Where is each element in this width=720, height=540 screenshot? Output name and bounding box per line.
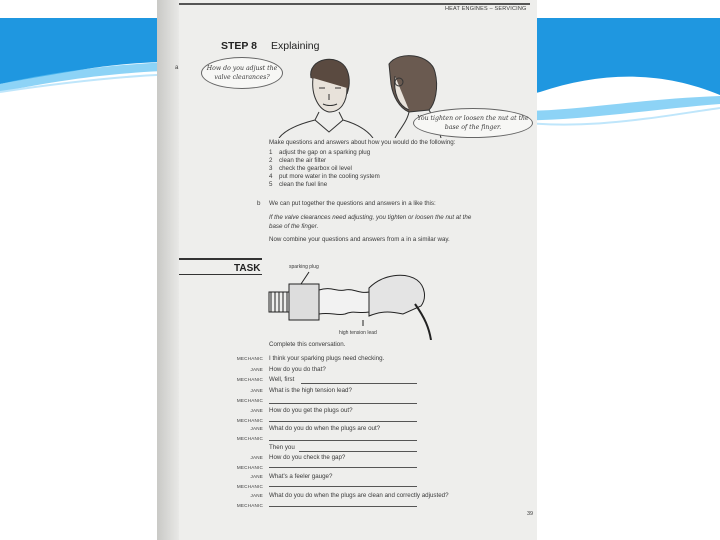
part-b-example-line-1: If the valve clearances need adjusting, you tighten or loosen the nut at the bbox=[269, 214, 472, 221]
task-instruction: Complete this conversation. bbox=[269, 341, 346, 348]
speaker: MECHANIC bbox=[236, 398, 263, 403]
speaker: MECHANIC bbox=[236, 465, 263, 470]
part-a-label: a bbox=[175, 65, 179, 71]
part-b-label: b bbox=[257, 200, 261, 207]
part-b-combine: Now combine your questions and answers from a in a similar way. bbox=[269, 236, 450, 243]
man-left-sketch bbox=[279, 59, 373, 138]
part-b-text: We can put together the questions and answers in a like this: bbox=[269, 200, 436, 207]
dialogue-line: How do you get the plugs out? bbox=[269, 407, 353, 414]
answer-blank[interactable] bbox=[269, 440, 417, 441]
list-item: put more water in the cooling system bbox=[279, 173, 380, 180]
speaker: JANE bbox=[250, 388, 263, 393]
page-content bbox=[175, 0, 537, 540]
step-number: STEP 8 bbox=[221, 40, 257, 52]
high-tension-lead-boot bbox=[369, 275, 424, 316]
list-item: check the gearbox oil level bbox=[279, 165, 352, 172]
speaker: MECHANIC bbox=[236, 418, 263, 423]
list-item-number: 4 bbox=[269, 173, 273, 180]
dialogue-line: What is the high tension lead? bbox=[269, 387, 352, 394]
dialogue-line: Well, first bbox=[269, 376, 295, 383]
dialogue-line: What's a feeler gauge? bbox=[269, 473, 333, 480]
speaker: MECHANIC bbox=[236, 356, 263, 361]
answer-blank[interactable] bbox=[269, 403, 417, 404]
task-rule-bottom bbox=[179, 274, 262, 275]
task-rule-top bbox=[179, 258, 262, 260]
part-b-example-line-2: base of the finger. bbox=[269, 223, 319, 230]
scanned-textbook-page bbox=[157, 0, 537, 540]
list-item: adjust the gap on a sparking plug bbox=[279, 149, 371, 156]
speech-bubble-answer: You tighten or loosen the nut at the base of the finger. bbox=[413, 108, 533, 138]
label-sparking-plug: sparking plug bbox=[289, 264, 319, 270]
answer-blank[interactable] bbox=[301, 383, 417, 384]
task-title: TASK bbox=[234, 263, 261, 274]
answer-blank[interactable] bbox=[269, 506, 417, 507]
dialogue-line: What do you do when the plugs are out? bbox=[269, 425, 381, 432]
dialogue-line: How do you check the gap? bbox=[269, 454, 346, 461]
book-gutter bbox=[157, 0, 179, 540]
speech-bubble-question: How do you adjust the valve clearances? bbox=[201, 57, 283, 89]
list-item-number: 5 bbox=[269, 181, 273, 188]
speaker: MECHANIC bbox=[236, 503, 263, 508]
list-item: clean the fuel line bbox=[279, 181, 328, 188]
speaker: JANE bbox=[250, 426, 263, 431]
running-header: HEAT ENGINES – SERVICING bbox=[445, 6, 527, 12]
answer-blank[interactable] bbox=[269, 467, 417, 468]
speaker: JANE bbox=[250, 367, 263, 372]
answer-blank[interactable] bbox=[299, 451, 417, 452]
page-number: 39 bbox=[527, 511, 534, 517]
speaker: MECHANIC bbox=[236, 436, 263, 441]
label-high-tension-lead: high tension lead bbox=[339, 330, 377, 336]
list-item-number: 3 bbox=[269, 165, 273, 172]
answer-blank[interactable] bbox=[269, 421, 417, 422]
speaker: JANE bbox=[250, 493, 263, 498]
list-item-number: 2 bbox=[269, 157, 273, 164]
plug-pointer bbox=[301, 272, 309, 284]
list-item: clean the air filter bbox=[279, 157, 327, 164]
plug-hex-nut bbox=[289, 284, 319, 320]
speaker: MECHANIC bbox=[236, 377, 263, 382]
dialogue-line: What do you do when the plugs are clean and correctly adjusted? bbox=[269, 492, 449, 499]
plug-insulator bbox=[319, 289, 369, 315]
dialogue-line: I think your sparking plugs need checking. bbox=[269, 355, 385, 362]
speaker: JANE bbox=[250, 408, 263, 413]
speaker: JANE bbox=[250, 455, 263, 460]
header-rule bbox=[179, 3, 530, 5]
dialogue-line: How do you do that? bbox=[269, 366, 326, 373]
speaker: JANE bbox=[250, 474, 263, 479]
dialogue-line: Then you bbox=[269, 444, 295, 451]
sparking-plug-diagram bbox=[265, 262, 435, 340]
part-a-instruction: Make questions and answers about how you would do the following: bbox=[269, 139, 456, 146]
list-item-number: 1 bbox=[269, 149, 273, 156]
answer-blank[interactable] bbox=[269, 486, 417, 487]
step-title: Explaining bbox=[271, 40, 320, 52]
speaker: MECHANIC bbox=[236, 484, 263, 489]
